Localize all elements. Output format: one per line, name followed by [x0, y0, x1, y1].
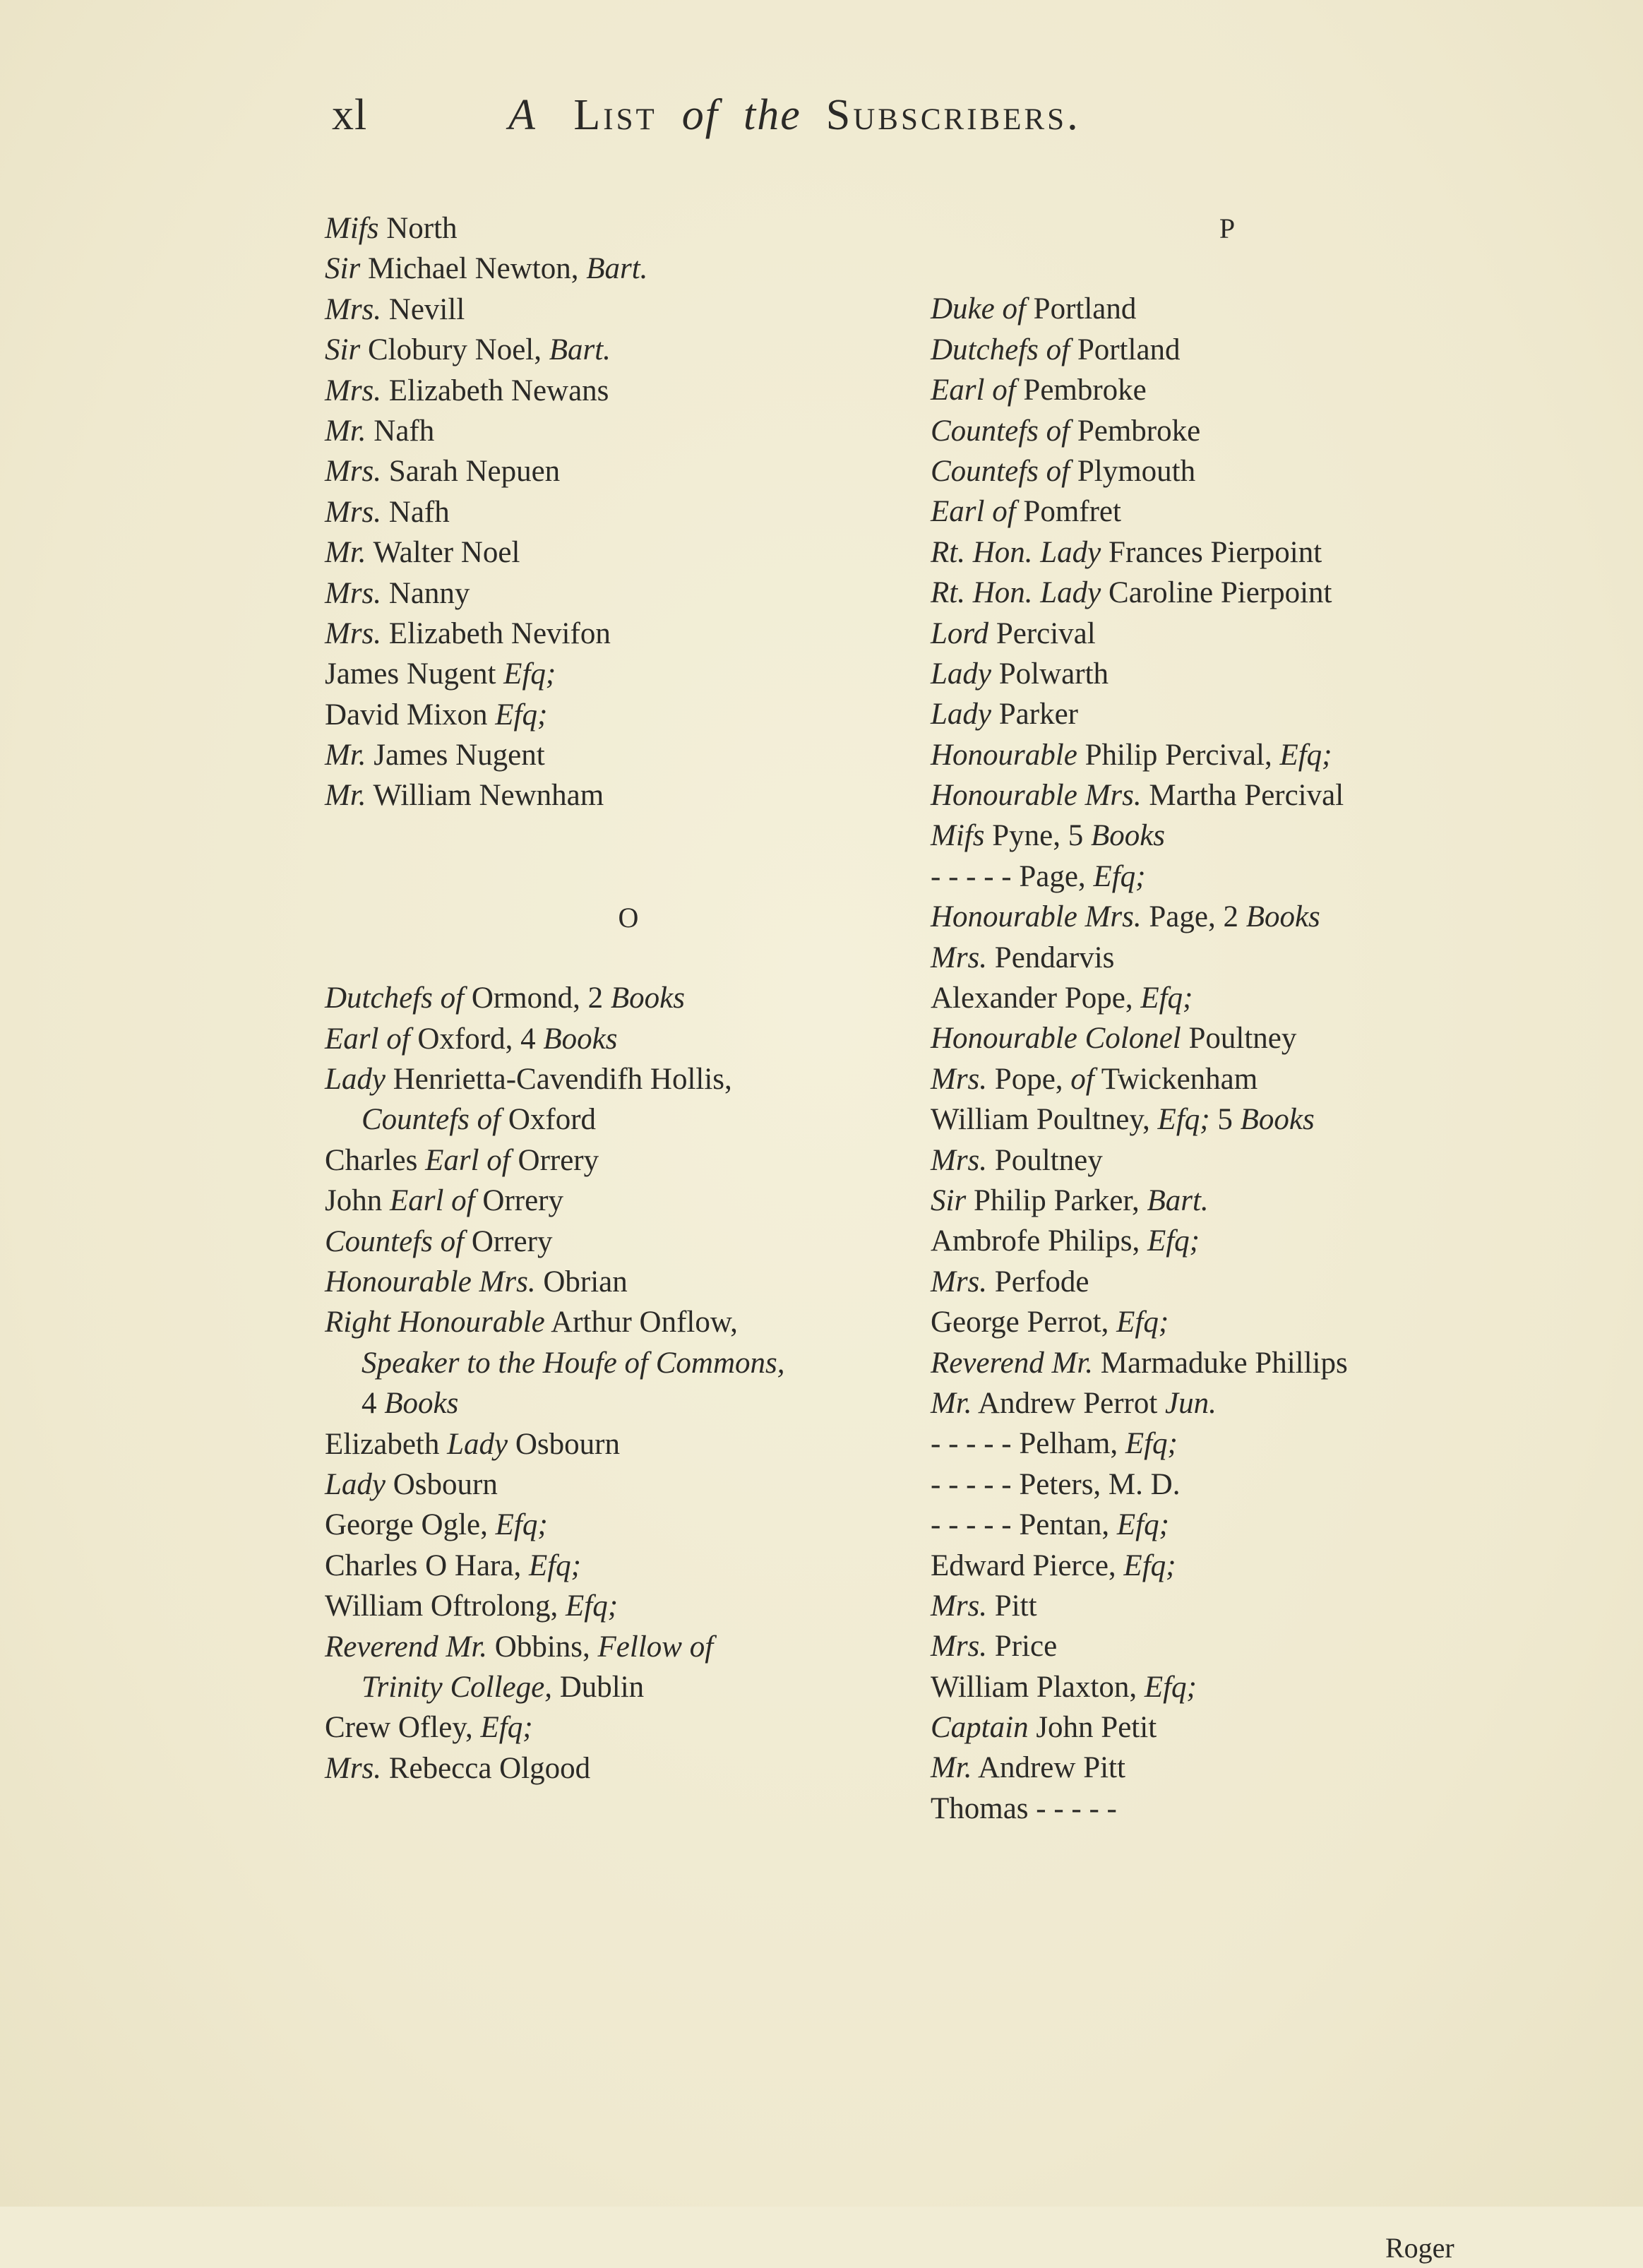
- list-item: [931, 978, 1524, 1018]
- list-item: [325, 492, 932, 532]
- catchword: Roger: [1385, 2232, 1454, 2264]
- entry-prefix: Trinity College,: [362, 1670, 552, 1704]
- list-item: [325, 1181, 932, 1221]
- entry-name: Elizabeth: [325, 1427, 440, 1461]
- entry-tail: Twickenham: [1101, 1062, 1258, 1096]
- entry-prefix: Mrs.: [325, 495, 382, 529]
- entry-name: Andrew Pitt: [977, 1751, 1125, 1785]
- entry-name: Osbourn: [393, 1467, 498, 1501]
- entry-suffix: Efq;: [1116, 1508, 1169, 1542]
- entry-name: Philip Parker,: [973, 1183, 1140, 1217]
- entry-prefix: Mrs.: [325, 616, 382, 650]
- list-item: [931, 694, 1524, 734]
- entry-prefix: Lady: [931, 698, 991, 732]
- entry-name: Martha Percival: [1149, 779, 1344, 813]
- entry-suffix: Bart.: [586, 252, 648, 286]
- entry-prefix: Mifs: [325, 212, 379, 245]
- list-item: [931, 289, 1524, 329]
- entry-prefix: Mr.: [931, 1386, 972, 1420]
- entry-prefix: Dutchefs of: [931, 333, 1070, 366]
- list-item: [931, 654, 1524, 694]
- entry-name: Portland: [1077, 333, 1181, 366]
- entry-prefix: Sir: [931, 1183, 967, 1217]
- entry-tail: 5: [1217, 1103, 1233, 1137]
- list-item: [931, 1302, 1524, 1342]
- entry-name: William Oftrolong,: [325, 1589, 558, 1623]
- entry-prefix: Honourable Mrs.: [325, 1265, 536, 1299]
- list-item: [931, 330, 1524, 370]
- entry-prefix: Mrs.: [325, 374, 382, 407]
- entry-name: - - - - - Pelham,: [931, 1427, 1118, 1461]
- entry-prefix: Sir: [325, 333, 361, 367]
- list-item: [325, 735, 932, 775]
- list-item: [931, 1748, 1524, 1788]
- entry-name: Clobury Noel,: [367, 333, 542, 367]
- subscriber-list-n: [325, 208, 932, 816]
- entry-suffix: Efq;: [1093, 859, 1146, 893]
- entry-name: Michael Newton,: [367, 252, 579, 286]
- entry-prefix: Earl of: [325, 1022, 410, 1056]
- subscriber-list-p: [931, 289, 1524, 1829]
- entry-name: Plymouth: [1077, 454, 1196, 488]
- list-item: [325, 290, 932, 330]
- entry-tail: Osbourn: [515, 1427, 620, 1461]
- list-item: [325, 451, 932, 491]
- list-item: [325, 1222, 932, 1262]
- entry-prefix: Mrs.: [931, 1630, 988, 1664]
- entry-name: Crew Ofley,: [325, 1711, 473, 1745]
- entry-name: Parker: [998, 698, 1078, 732]
- entry-suffix: Efq;: [566, 1589, 619, 1623]
- list-item: [931, 451, 1524, 491]
- list-item: [325, 1383, 932, 1424]
- entry-name: Polwarth: [998, 657, 1109, 691]
- list-item: [325, 573, 932, 614]
- entry-suffix: Efq;: [1125, 1427, 1178, 1461]
- entry-suffix: Books: [1245, 900, 1320, 934]
- entry-name: Pitt: [994, 1589, 1037, 1623]
- list-item: [931, 573, 1524, 613]
- entry-prefix: Countefs of: [362, 1103, 501, 1137]
- entry-prefix: Reverend Mr.: [931, 1346, 1094, 1380]
- entry-name: Nafh: [374, 414, 435, 448]
- entry-suffix: Bart.: [549, 333, 611, 367]
- list-item: [931, 816, 1524, 856]
- list-item: [325, 654, 932, 694]
- list-item: [325, 1059, 932, 1099]
- entry-suffix: Books: [610, 981, 685, 1015]
- entry-name: Portland: [1033, 292, 1137, 326]
- list-item: [325, 695, 932, 735]
- title-of: of: [681, 91, 719, 139]
- entry-name: Price: [994, 1630, 1058, 1664]
- entry-name: Alexander Pope,: [931, 981, 1133, 1015]
- entry-prefix: Honourable Mrs.: [931, 900, 1142, 934]
- entry-suffix: Efq;: [1279, 738, 1332, 772]
- list-item: [931, 1464, 1524, 1505]
- entry-suffix: Efq;: [1123, 1548, 1176, 1582]
- list-item: [931, 1707, 1524, 1748]
- entry-name: Poultney: [994, 1143, 1103, 1177]
- entry-suffix: Efq;: [480, 1711, 533, 1745]
- list-item: [931, 1181, 1524, 1221]
- list-item: [931, 1586, 1524, 1626]
- list-item: [931, 411, 1524, 451]
- entry-name: Thomas - - - - -: [931, 1791, 1117, 1825]
- list-item: [325, 532, 932, 573]
- entry-prefix: Earl of: [931, 495, 1016, 529]
- entry-name: Pyne, 5: [992, 819, 1084, 853]
- entry-name: Page, 2: [1149, 900, 1238, 934]
- running-header: [0, 90, 1643, 147]
- entry-prefix: Mrs.: [931, 1143, 988, 1177]
- title-a: A: [508, 91, 537, 139]
- right-column: [931, 208, 1524, 1829]
- list-item: [931, 532, 1524, 573]
- entry-name: North: [386, 212, 458, 245]
- title-the: the: [743, 91, 801, 139]
- entry-suffix: Books: [384, 1387, 459, 1421]
- entry-name: Ormond, 2: [471, 981, 604, 1015]
- list-item: [931, 1424, 1524, 1464]
- list-item: [325, 1505, 932, 1545]
- entry-suffix: Books: [1090, 819, 1166, 853]
- entry-prefix: Honourable: [931, 738, 1077, 772]
- entry-name: Nanny: [388, 576, 470, 610]
- entry-name: Pope,: [994, 1062, 1063, 1096]
- entry-suffix: Efq;: [503, 657, 556, 691]
- entry-name: Obbins,: [494, 1630, 590, 1664]
- list-item: [931, 1383, 1524, 1424]
- page-number: xl: [332, 91, 368, 139]
- entry-prefix: Rt. Hon. Lady: [931, 535, 1101, 569]
- list-item: [325, 1099, 932, 1140]
- entry-name: Elizabeth Newans: [388, 374, 609, 407]
- entry-name: James Nugent: [325, 657, 496, 691]
- entry-suffix: Books: [543, 1022, 618, 1056]
- entry-suffix: Bart.: [1147, 1183, 1209, 1217]
- entry-prefix: Mr.: [325, 414, 366, 448]
- entry-prefix: Rt. Hon. Lady: [931, 576, 1101, 610]
- entry-suffix: Efq;: [1144, 1670, 1197, 1704]
- entry-name: John Petit: [1036, 1711, 1157, 1745]
- entry-name: Perfode: [994, 1265, 1089, 1299]
- entry-suffix: Jun.: [1165, 1386, 1217, 1420]
- entry-name: George Ogle,: [325, 1508, 488, 1542]
- list-item: [325, 978, 932, 1018]
- entry-prefix: Mrs.: [931, 1265, 988, 1299]
- list-item: [325, 411, 932, 451]
- entry-prefix: Lady: [931, 657, 991, 691]
- entry-prefix: Mrs.: [931, 1062, 988, 1096]
- entry-prefix: Right Honourable: [325, 1306, 545, 1339]
- section-letter-p: P: [1219, 213, 1236, 244]
- list-item: [931, 614, 1524, 654]
- list-item: [325, 1546, 932, 1586]
- entry-name: - - - - - Peters, M. D.: [931, 1467, 1181, 1501]
- list-item: [931, 1667, 1524, 1707]
- entry-name: David Mixon: [325, 698, 488, 732]
- entry-prefix: Honourable Colonel: [931, 1022, 1181, 1056]
- list-item: [931, 1343, 1524, 1383]
- entry-name: George Perrot,: [931, 1306, 1109, 1339]
- entry-prefix: Mrs.: [931, 1589, 988, 1623]
- entry-name: Poultney: [1188, 1022, 1297, 1056]
- entry-name: 4: [362, 1387, 377, 1421]
- entry-suffix: Earl of: [389, 1184, 475, 1218]
- list-item: [325, 249, 932, 289]
- entry-prefix: Mr.: [931, 1751, 972, 1785]
- entry-name: Arthur Onflow,: [551, 1306, 738, 1339]
- list-item: [325, 1343, 932, 1383]
- entry-name: Edward Pierce,: [931, 1548, 1116, 1582]
- entry-name: William Newnham: [373, 779, 604, 813]
- entry-suffix: of: [1070, 1062, 1094, 1096]
- list-item: [325, 1302, 932, 1342]
- list-item: [931, 1221, 1524, 1261]
- entry-suffix: Efq;: [1147, 1224, 1200, 1258]
- entry-name: Nevill: [388, 292, 465, 326]
- list-item: [931, 938, 1524, 978]
- left-column: [325, 208, 932, 1789]
- entry-prefix: Mifs: [931, 819, 985, 853]
- entry-prefix: Mr.: [325, 739, 366, 772]
- list-item: [325, 1464, 932, 1505]
- list-item: [931, 491, 1524, 532]
- entry-tail: Orrery: [518, 1143, 599, 1177]
- entry-prefix: Reverend Mr.: [325, 1630, 488, 1664]
- page-title: [508, 90, 1081, 141]
- entry-name: Philip Percival,: [1085, 738, 1272, 772]
- list-item: [325, 1748, 932, 1789]
- list-item: [325, 1707, 932, 1748]
- entry-suffix: Earl of: [425, 1143, 510, 1177]
- entry-name: Oxford: [508, 1103, 597, 1137]
- entry-prefix: Speaker to the Houfe of Commons,: [362, 1346, 785, 1380]
- entry-name: Charles: [325, 1143, 418, 1177]
- entry-name: Ambrofe Philips,: [931, 1224, 1140, 1258]
- entry-prefix: Countefs of: [325, 1224, 465, 1258]
- list-item: [931, 857, 1524, 897]
- entry-tail-suffix: Books: [1240, 1103, 1315, 1137]
- entry-name: Obrian: [543, 1265, 628, 1299]
- list-item: [325, 614, 932, 654]
- entry-prefix: Mrs.: [325, 576, 382, 610]
- list-item: [325, 1627, 932, 1667]
- list-item: [931, 897, 1524, 937]
- entry-suffix: Fellow of: [597, 1630, 714, 1664]
- entry-prefix: Captain: [931, 1711, 1029, 1745]
- entry-name: - - - - - Page,: [931, 859, 1086, 893]
- entry-prefix: Mr.: [325, 779, 366, 813]
- entry-suffix: Efq;: [1140, 981, 1193, 1015]
- entry-prefix: Countefs of: [931, 414, 1070, 448]
- list-item: [931, 1262, 1524, 1302]
- list-item: [325, 330, 932, 370]
- title-subscribers: Subscribers.: [825, 91, 1081, 139]
- entry-prefix: Mr.: [325, 536, 366, 570]
- entry-suffix: Efq;: [495, 698, 548, 732]
- entry-name: William Plaxton,: [931, 1670, 1137, 1704]
- entry-prefix: Lady: [325, 1467, 386, 1501]
- section-letter-o: O: [618, 901, 639, 933]
- entry-name: James Nugent: [374, 739, 545, 772]
- entry-name: Dublin: [559, 1670, 645, 1704]
- entry-prefix: Countefs of: [931, 454, 1070, 488]
- entry-name: Pembroke: [1023, 374, 1147, 407]
- entry-name: William Poultney,: [931, 1103, 1150, 1137]
- entry-prefix: Honourable Mrs.: [931, 779, 1142, 813]
- entry-name: Elizabeth Nevifon: [388, 616, 611, 650]
- entry-prefix: Mrs.: [325, 455, 382, 489]
- list-item: [931, 775, 1524, 816]
- entry-suffix: Efq;: [1157, 1103, 1210, 1137]
- entry-prefix: Mrs.: [325, 292, 382, 326]
- entry-name: Sarah Nepuen: [388, 455, 561, 489]
- list-item: [931, 1018, 1524, 1058]
- entry-name: Percival: [996, 616, 1096, 650]
- entry-name: Marmaduke Phillips: [1100, 1346, 1348, 1380]
- list-item: [325, 775, 932, 816]
- list-item: [931, 1140, 1524, 1181]
- entry-name: Walter Noel: [373, 536, 520, 570]
- entry-name: Nafh: [388, 495, 450, 529]
- entry-name: Pembroke: [1077, 414, 1201, 448]
- entry-prefix: Mrs.: [325, 1751, 382, 1785]
- title-list: List: [573, 91, 657, 139]
- entry-suffix: Efq;: [1116, 1306, 1169, 1339]
- entry-name: Henrietta-Cavendifh Hollis,: [393, 1063, 732, 1097]
- list-item: [931, 1099, 1524, 1140]
- list-item: [931, 1626, 1524, 1666]
- list-item: [325, 1019, 932, 1059]
- entry-suffix: Lady: [447, 1427, 508, 1461]
- entry-prefix: Dutchefs of: [325, 981, 465, 1015]
- entry-name: Caroline Pierpoint: [1109, 576, 1332, 610]
- entry-tail: Orrery: [482, 1184, 563, 1218]
- list-item: [931, 735, 1524, 775]
- entry-name: Rebecca Olgood: [388, 1751, 591, 1785]
- list-item: [931, 1546, 1524, 1586]
- entry-name: Orrery: [471, 1224, 553, 1258]
- entry-prefix: Sir: [325, 252, 361, 286]
- list-item: [325, 371, 932, 411]
- list-item: [931, 1059, 1524, 1099]
- entry-name: Pomfret: [1023, 495, 1121, 529]
- entry-name: Charles O Hara,: [325, 1548, 522, 1582]
- entry-prefix: Earl of: [931, 374, 1016, 407]
- entry-suffix: Efq;: [495, 1508, 548, 1542]
- entry-name: Oxford, 4: [417, 1022, 536, 1056]
- list-item: [325, 1424, 932, 1464]
- entry-prefix: Lady: [325, 1063, 386, 1097]
- list-item: [931, 1789, 1524, 1829]
- entry-name: - - - - - Pentan,: [931, 1508, 1110, 1542]
- list-item: [931, 1505, 1524, 1545]
- entry-name: Frances Pierpoint: [1109, 535, 1322, 569]
- list-item: [931, 370, 1524, 410]
- entry-prefix: Duke of: [931, 292, 1026, 326]
- entry-name: Pendarvis: [994, 941, 1115, 974]
- entry-name: John: [325, 1184, 383, 1218]
- entry-name: Andrew Perrot: [977, 1386, 1158, 1420]
- list-item: [325, 1667, 932, 1707]
- entry-prefix: Lord: [931, 616, 989, 650]
- entry-suffix: Efq;: [528, 1548, 581, 1582]
- list-item: [325, 1586, 932, 1626]
- list-item: [325, 1262, 932, 1302]
- list-item: [325, 208, 932, 249]
- subscriber-list-o: [325, 978, 932, 1789]
- entry-prefix: Mrs.: [931, 941, 988, 974]
- list-item: [325, 1140, 932, 1181]
